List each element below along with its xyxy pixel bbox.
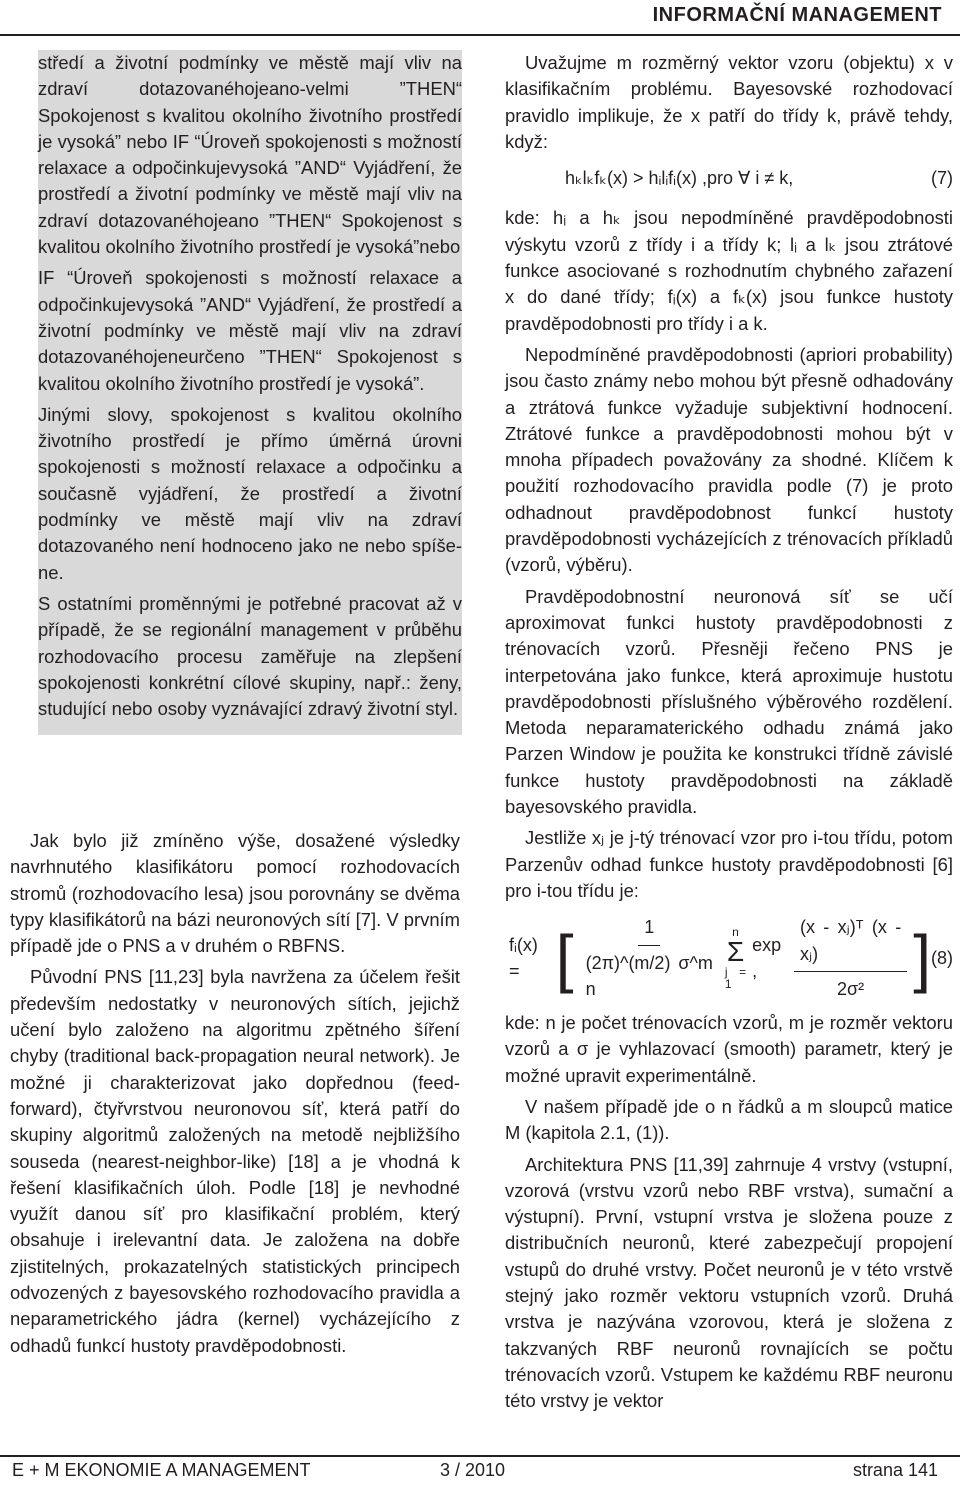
footer-journal: E + M EKONOMIE A MANAGEMENT <box>12 1460 311 1480</box>
exponent-fraction <box>794 914 907 1002</box>
body-paragraph: Pravděpodobnostní neuronová síť se učí aproximovat funkci hustoty pravděpodobnosti z trénovacích vzorů. Přesněji řečeno PNS je interpetována jako funkce, která aproximuje hustotu pravděpodobnosti příslušného výběrového rozdělení. Metoda neparamaterického odhadu známá jako Parzen Window je použita ke konstrukci třídně závislé funkce hustoty pravděpodobnosti na základě bayesovského pravidla. <box>505 585 953 818</box>
sigma-glyph: Σ <box>726 936 745 968</box>
body-paragraph: kde: hᵢ a hₖ jsou nepodmíněné pravděpodobnosti výskytu vzorů z třídy i a třídy k; lᵢ a lₖ jsou ztrátové funkce asociované s rozhodnutím chybného zařazení x do dané třídy; fᵢ(x) a fₖ(x) jsou funkce hustoty pravděpodobnosti pro třídy i a k. <box>505 207 953 334</box>
box-paragraph: S ostatními proměnnými je potřebné pracovat až v případě, že se regionální management v průběhu rozhodovacího procesu zaměřuje na zlepšení spokojenosti konkrétní cílové skupiny, např.: ženy, studující nebo osoby vyznávající zdravý životní styl. <box>38 592 462 720</box>
body-paragraph: Uvažujme m rozměrný vektor vzoru (objektu) x v klasifikačním problému. Bayesovské rozhodovací pravidlo implikuje, že x patří do třídy k, právě tehdy, když: <box>505 52 953 152</box>
equation-8-fraction <box>580 914 719 1002</box>
equation-8-lhs: fᵢ(x) = <box>509 934 538 982</box>
exponent-numerator: (x - xⱼ)ᵀ (x - xⱼ) <box>794 914 907 972</box>
right-bracket: ] <box>913 922 931 995</box>
body-paragraph: Architektura PNS [11,39] zahrnuje 4 vrstvy (vstupní, vzorová (vrstvu vzorů nebo RBF vrstva), sumační a výstupní). První, vstupní vrstva je složena pouze z distribučních neuronů, které zabezpečují propojení vstupů do druhé vrstvy. Počet neuronů je v této vrstvě stejný jako rozměr vektoru vstupních vzorů. Druhá vrstva je nazývána vzorovou, která je složena z takzvaných RBF neuronů rovnajících se počtu trénovacích vzorů. Vstupem ke každému RBF neuronu této vrstvy je vektor <box>505 1153 953 1412</box>
box-paragraph: středí a životní podmínky ve městě mají vliv na zdraví dotazovanéhojeano-velmi ”THEN“ Spokojenost s kvalitou okolního životního prostředí je vysoká” nebo IF “Úroveň spokojenosti s možností relaxace a odpočinkujevysoká ”AND“ Vyjádření, že prostředí a životní podmínky ve městě mají vliv na zdraví dotazovanéhojeano ”THEN“ Spokojenost s kvalitou okolního životního prostředí je vysoká”nebo <box>38 52 462 258</box>
right-column <box>505 50 953 1420</box>
body-paragraph: V našem případě jde o n řádků a m sloupců matice M (kapitola 2.1, (1)). <box>505 1095 953 1144</box>
footer-page: strana 141 <box>852 1460 938 1480</box>
left-column <box>10 828 460 1364</box>
footer-rule <box>0 1455 960 1457</box>
body-paragraph: Jak bylo již zmíněno výše, dosažené výsledky navrhnutého klasifikátoru pomocí rozhodovacích stromů (rozhodovacího lesa) jsou porovnány se dvěma typy klasifikátorů na bázi neuronových sítí [7]. V prvním případě jde o PNS a v druhém o RBFNS. <box>10 830 460 957</box>
left-bracket: [ <box>555 922 574 995</box>
sum-symbol <box>725 926 746 990</box>
equation-8-number: (8) <box>931 948 953 968</box>
equation-7-number: (7) <box>931 168 953 189</box>
sum-upper: n <box>732 925 739 940</box>
fraction-numerator: 1 <box>638 914 660 945</box>
page-footer <box>0 1458 960 1485</box>
box-paragraph: Jinými slovy, spokojenost s kvalitou okolního životního prostředí je přímo úměrná úrovni spokojenosti s možností relaxace a odpočinku a současně vyjádření, že prostředí a životní podmínky ve městě mají vliv na zdraví dotazovaného není hodnoceno jako ne nebo spíše-ne. <box>38 403 462 583</box>
footer-issue: 3 / 2010 <box>440 1460 506 1480</box>
body-paragraph: kde: n je počet trénovacích vzorů, m je rozměr vektoru vzorů a σ je vyhlazovací (smooth) parametr, který je možné upravit experimentálně. <box>505 1012 953 1086</box>
sum-lower: j = 1 <box>724 965 747 992</box>
equation-8 <box>505 914 953 1002</box>
box-paragraph: IF “Úroveň spokojenosti s možností relaxace a odpočinkujevysoká ”AND“ Vyjádření, že prostředí a životní podmínky ve městě mají vliv na zdraví dotazovanéhojeneurčeno ”THEN“ Spokojenost s kvalitou okolního životního prostředí je vysoká”. <box>38 267 462 394</box>
equation-7-body: hₖlₖfₖ(x) > hᵢlᵢfᵢ(x) ,pro ∀ i ≠ k, <box>565 168 794 189</box>
example-rules-box <box>38 50 462 735</box>
body-paragraph: Původní PNS [11,23] byla navržena za účelem řešit především nedostatky v neuronových sítích, jejichž učení bylo založeno na algoritmu zpětného šíření chyby (traditional back-propagation neural network). Je možné ji charakterizovat jako dopřednou (feed-forward), čtyřvrstvou neuronovou síť, která patří do skupiny algoritmů založených na metodě nejbližšího souseda (nearest-neighbor-like) [18] a je vhodná k řešení klasifikačních úloh. Podle [18] je nevhodné využít danou síť pro klasifikační problém, který obsahuje i irelevantní data. Je založena na dobře zjistitelných, prokazatelných statistických principech odvozených z bayesovského rozhodovacího pravidla a neparametrického jádra (kernel) vycházejícího z odhadů funkcí hustoty pravděpodobnosti. <box>10 966 460 1356</box>
body-paragraph: Jestliže xⱼ je j-tý trénovací vzor pro i-tou třídu, potom Parzenův odhad funkce hustoty pravděpodobnosti [6] pro i-tou třídu je: <box>505 827 953 901</box>
exponent-denominator: 2σ² <box>837 978 865 999</box>
exp-term: exp , <box>752 934 782 982</box>
body-paragraph: Nepodmíněné pravděpodobnosti (apriori probability) jsou často známy nebo mohou být přesně odhadovány a ztrátová funkce vyžaduje subjektivní hodnocení. Ztrátové funkce a pravděpodobnosti mohou být v mnoha případech považovány za shodné. Klíčem k použití rozhodovacího pravidla podle (7) je proto odhadnout pravděpodobnost funkcí hustoty pravděpodobnosti vycházejících z trénovacích příkladů (vzorů, výběru). <box>505 343 953 576</box>
section-header: INFORMAČNÍ MANAGEMENT <box>652 4 942 26</box>
equation-7 <box>505 165 953 191</box>
fraction-denominator: (2π)^(m/2) σ^m n <box>585 952 713 999</box>
header-rule <box>0 34 960 36</box>
